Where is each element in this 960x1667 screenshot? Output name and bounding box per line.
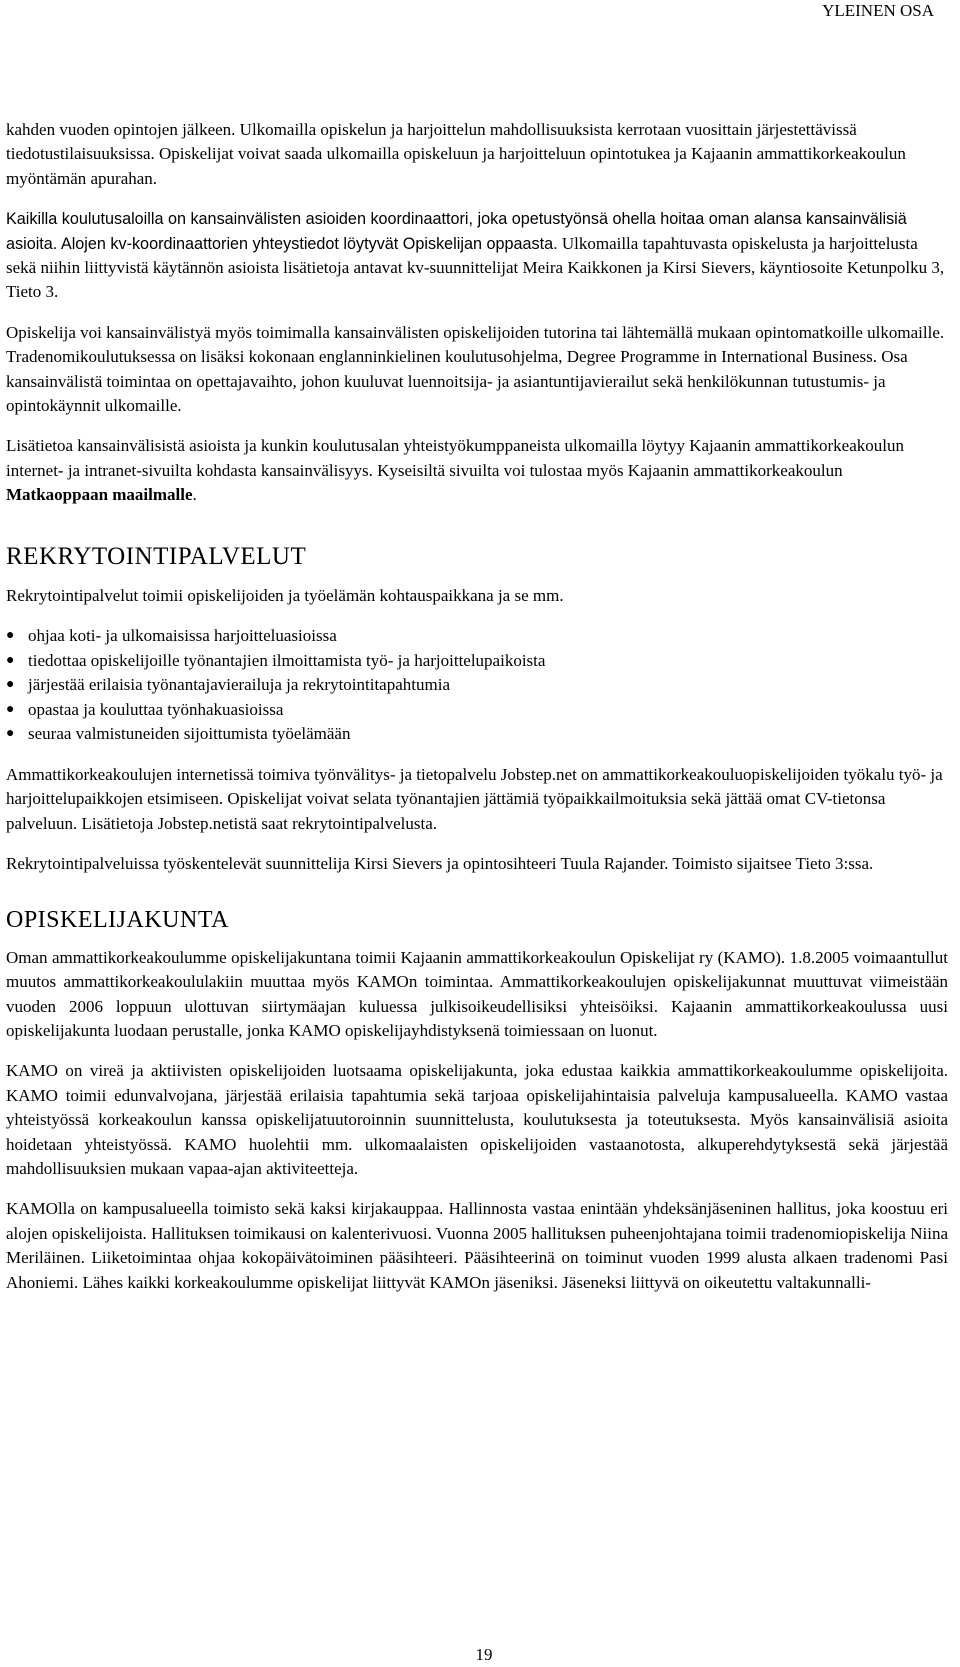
list-item-text: opastaa ja kouluttaa työnhakuasioissa [28, 699, 284, 719]
rekrytointi-intro: Rekrytointipalvelut toimii opiskelijoiden ja työelämän kohtauspaikkana ja se mm. [6, 585, 564, 605]
page-number: 19 [475, 1645, 493, 1664]
list-item [6, 673, 948, 698]
list-item [6, 649, 948, 674]
bullet-icon: ● [6, 726, 15, 742]
paragraph-kamo-activities: KAMO on vireä ja aktiivisten opiskelijoiden luotsaama opiskelijakunta, joka edustaa kaikkia ammattikorkeakoulumme opiskelijoita. KAMO toimii edunvalvojana, järjestää erilaisia tapahtumia sekä tarjoaa opiskelijahintaisia palveluja kampusalueella. KAMO vastaa yhteistyössä korkeakoulun kanssa opiskelijatuutoroinnin suunnittelusta, koulutuksesta ja toteutuksesta. Myös kansainvälisiä asioita hoidetaan yhteistyössä. KAMO huolehtii mm. ulkomaalaisten opiskelijoiden vastaanotosta, alkuperehdytyksestä sekä järjestää mahdollisuuksien mukaan vapaa-ajan aktiviteetteja. [6, 1061, 948, 1178]
more-info-text: Lisätietoa kansainvälisistä asioista ja kunkin koulutusalan yhteistyökumppaneista ulkomailla löytyy Kajaanin ammattikorkeakoulun internet- ja intranet-sivuilta kohdasta kansainvälisyys. Kyseisiltä sivuilta voi tulostaa myös Kajaanin ammattikorkeakoulun [6, 436, 904, 480]
bullet-icon: ● [6, 701, 15, 717]
list-item-text: järjestää erilaisia työnantajavierailuja ja rekrytointitapahtumia [28, 675, 450, 695]
more-info-end: . [192, 485, 197, 505]
list-item [6, 698, 948, 723]
list-item [6, 624, 948, 649]
running-header: YLEINEN OSA [822, 1, 934, 20]
list-item-text: seuraa valmistuneiden sijoittumista työelämään [28, 724, 351, 744]
bullet-icon: ● [6, 677, 15, 693]
paragraph-jobstep: Ammattikorkeakoulujen internetissä toimiva työnvälitys- ja tietopalvelu Jobstep.net on ammattikorkeakouluopiskelijoiden työkalu työ- ja harjoittelupaikkojen etsimiseen. Opiskelijat voivat selata työnantajien jättämiä työpaikkailmoituksia sekä jättää omat CV-tietonsa palveluun. Lisätietoja Jobstep.netistä saat rekrytointipalvelusta. [6, 765, 943, 833]
coordinators-text: Kaikilla koulutusaloilla on kansainvälisten asioiden koordinaattori, joka opetustyönsä ohella hoitaa oman alansa kansainvälisiä asioita. Alojen kv-koordinaattorien yhteystiedot löytyvät Opiskelijan oppaasta. [6, 210, 907, 253]
section-heading-opiskelijakunta: OPISKELIJAKUNTA [6, 906, 229, 933]
paragraph-coordinators [6, 207, 948, 305]
paragraph-recruitment-staff: Rekrytointipalveluissa työskentelevät suunnittelija Kirsi Sievers ja opintosihteeri Tuula Rajander. Toimisto sijaitsee Tieto 3:ssa. [6, 854, 874, 874]
bullet-icon: ● [6, 628, 15, 644]
planners-text: Ulkomailla tapahtuvasta opiskelusta ja harjoittelusta sekä niihin liittyvistä käytännön asioista lisätietoja antavat kv-suunnittelijat Meira Kaikkonen ja Kirsi Sievers, käyntiosoite Ketunpolku 3, Tieto 3. [6, 233, 945, 302]
paragraph-internationalization: Opiskelija voi kansainvälistyä myös toimimalla kansainvälisten opiskelijoiden tutorina tai lähtemällä mukaan opintomatkoille ulkomaille. Tradenomikoulutuksessa on lisäksi kokonaan englanninkielinen koulutusohjelma, Degree Programme in International Business. Osa kansainvälistä toimintaa on opettajavaihto, johon kuuluvat luennoitsija- ja asiantuntijavierailut sekä henkilökunnan tutustumis- ja opintokäynnit ulkomaille. [6, 322, 945, 416]
list-item-text: tiedottaa opiskelijoille työnantajien ilmoittamista työ- ja harjoittelupaikoista [28, 650, 546, 670]
paragraph-study-abroad: kahden vuoden opintojen jälkeen. Ulkomailla opiskelun ja harjoittelun mahdollisuuksista kerrotaan vuosittain järjestettävissä tiedotustilaisuuksissa. Opiskelijat voivat saada ulkomailla opiskeluun ja harjoitteluun opintotukea ja Kajaanin ammattikorkeakoulun myöntämän apurahan. [6, 120, 906, 188]
page-body [6, 118, 948, 1295]
list-item [6, 722, 948, 747]
list-item-text: ohjaa koti- ja ulkomaisissa harjoitteluasioissa [28, 626, 337, 646]
rekrytointi-bullet-list [6, 624, 948, 747]
paragraph-kamo-intro: Oman ammattikorkeakoulumme opiskelijakuntana toimii Kajaanin ammattikorkeakoulun Opiskelijat ry (KAMO). 1.8.2005 voimaantullut muutos ammattikorkeakoululakiin muuttaa myös KAMOn toimintaa. Ammattikorkeakoulujen opiskelijakunnat muuttuvat viimeistään vuoden 2006 loppuun ulottuvan siirtymäajan kuluessa julkisoikeudellisiksi yhteisöiksi. Kajaanin ammattikorkeakoulussa uusi opiskelijakunta luodaan perustalle, jonka KAMO opiskelijayhdistyksenä toimiessaan on luonut. [6, 947, 948, 1040]
section-heading-rekrytointipalvelut: REKRYTOINTIPALVELUT [6, 542, 307, 570]
paragraph-more-info [6, 434, 948, 507]
paragraph-kamo-administration: KAMOlla on kampusalueella toimisto sekä kaksi kirjakauppaa. Hallinnosta vastaa enintään yhdeksänjäseninen hallitus, joka koostuu eri alojen opiskelijoista. Hallituksen toimikausi on kalenterivuosi. Vuonna 2005 hallituksen puheenjohtajana toimii tradenomiopiskelija Niina Meriläinen. Liiketoimintaa ohjaa kokopäivätoiminen pääsihteeri. Pääsihteerinä on toiminut vuoden 1999 alusta alkaen tradenomi Pasi Ahoniemi. Lähes kaikki korkeakoulumme opiskelijat liittyvät KAMOn jäseniksi. Jäseneksi liittyvä on oikeutettu valtakunnalli- [6, 1199, 948, 1292]
guide-title: Matkaoppaan maailmalle [6, 485, 193, 505]
bullet-icon: ● [6, 652, 15, 668]
